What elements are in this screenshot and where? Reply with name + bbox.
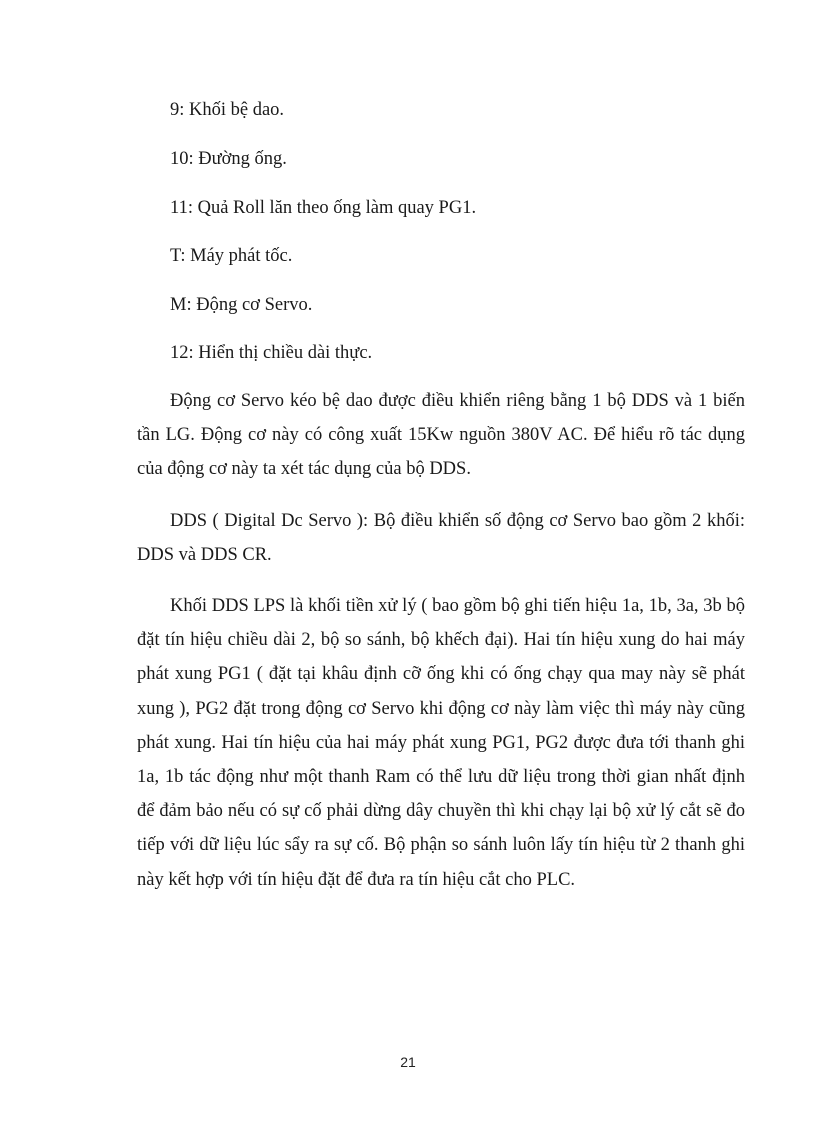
list-item: M: Động cơ Servo. — [170, 295, 313, 315]
list-item: 11: Quả Roll lăn theo ống làm quay PG1. — [170, 198, 477, 218]
list-item: 12: Hiển thị chiều dài thực. — [170, 343, 373, 363]
list-item: 9: Khối bệ dao. — [170, 100, 285, 120]
list-item: T: Máy phát tốc. — [170, 246, 293, 266]
paragraph: Động cơ Servo kéo bệ dao được điều khiển riêng bằng 1 bộ DDS và 1 biến tần LG. Động cơ này có công xuất 15Kw nguồn 380V AC. Để hiểu rõ tác dụng của động cơ này ta xét tác dụng của bộ DDS. — [137, 391, 745, 480]
paragraph: DDS ( Digital Dc Servo ): Bộ điều khiển số động cơ Servo bao gồm 2 khối: DDS và DDS CR. — [137, 511, 745, 566]
page-number: 21 — [400, 1054, 416, 1070]
paragraph: Khối DDS LPS là khối tiền xử lý ( bao gồm bộ ghi tiến hiệu 1a, 1b, 3a, 3b bộ đặt tín hiệu chiều dài 2, bộ so sánh, bộ khếch đại). Hai tín hiệu xung do hai máy phát xung PG1 ( đặt tại khâu định cỡ ống khi có ống chạy qua may này sẽ phát xung ), PG2 đặt trong động cơ Servo khi động cơ này làm việc thì máy này cũng phát xung. Hai tín hiệu của hai máy phát xung PG1, PG2 được đưa tới thanh ghi 1a, 1b tác động như một thanh Ram có thể lưu dữ liệu trong thời gian nhất định để đảm bảo nếu có sự cố phải dừng dây chuyền thì khi chạy lại bộ xử lý cắt sẽ đo tiếp với dữ liệu lúc sẩy ra sự cố. Bộ phận so sánh luôn lấy tín hiệu từ 2 thanh ghi này kết hợp với tín hiệu đặt để đưa ra tín hiệu cắt cho PLC. — [137, 596, 745, 890]
list-item: 10: Đường ống. — [170, 149, 287, 169]
